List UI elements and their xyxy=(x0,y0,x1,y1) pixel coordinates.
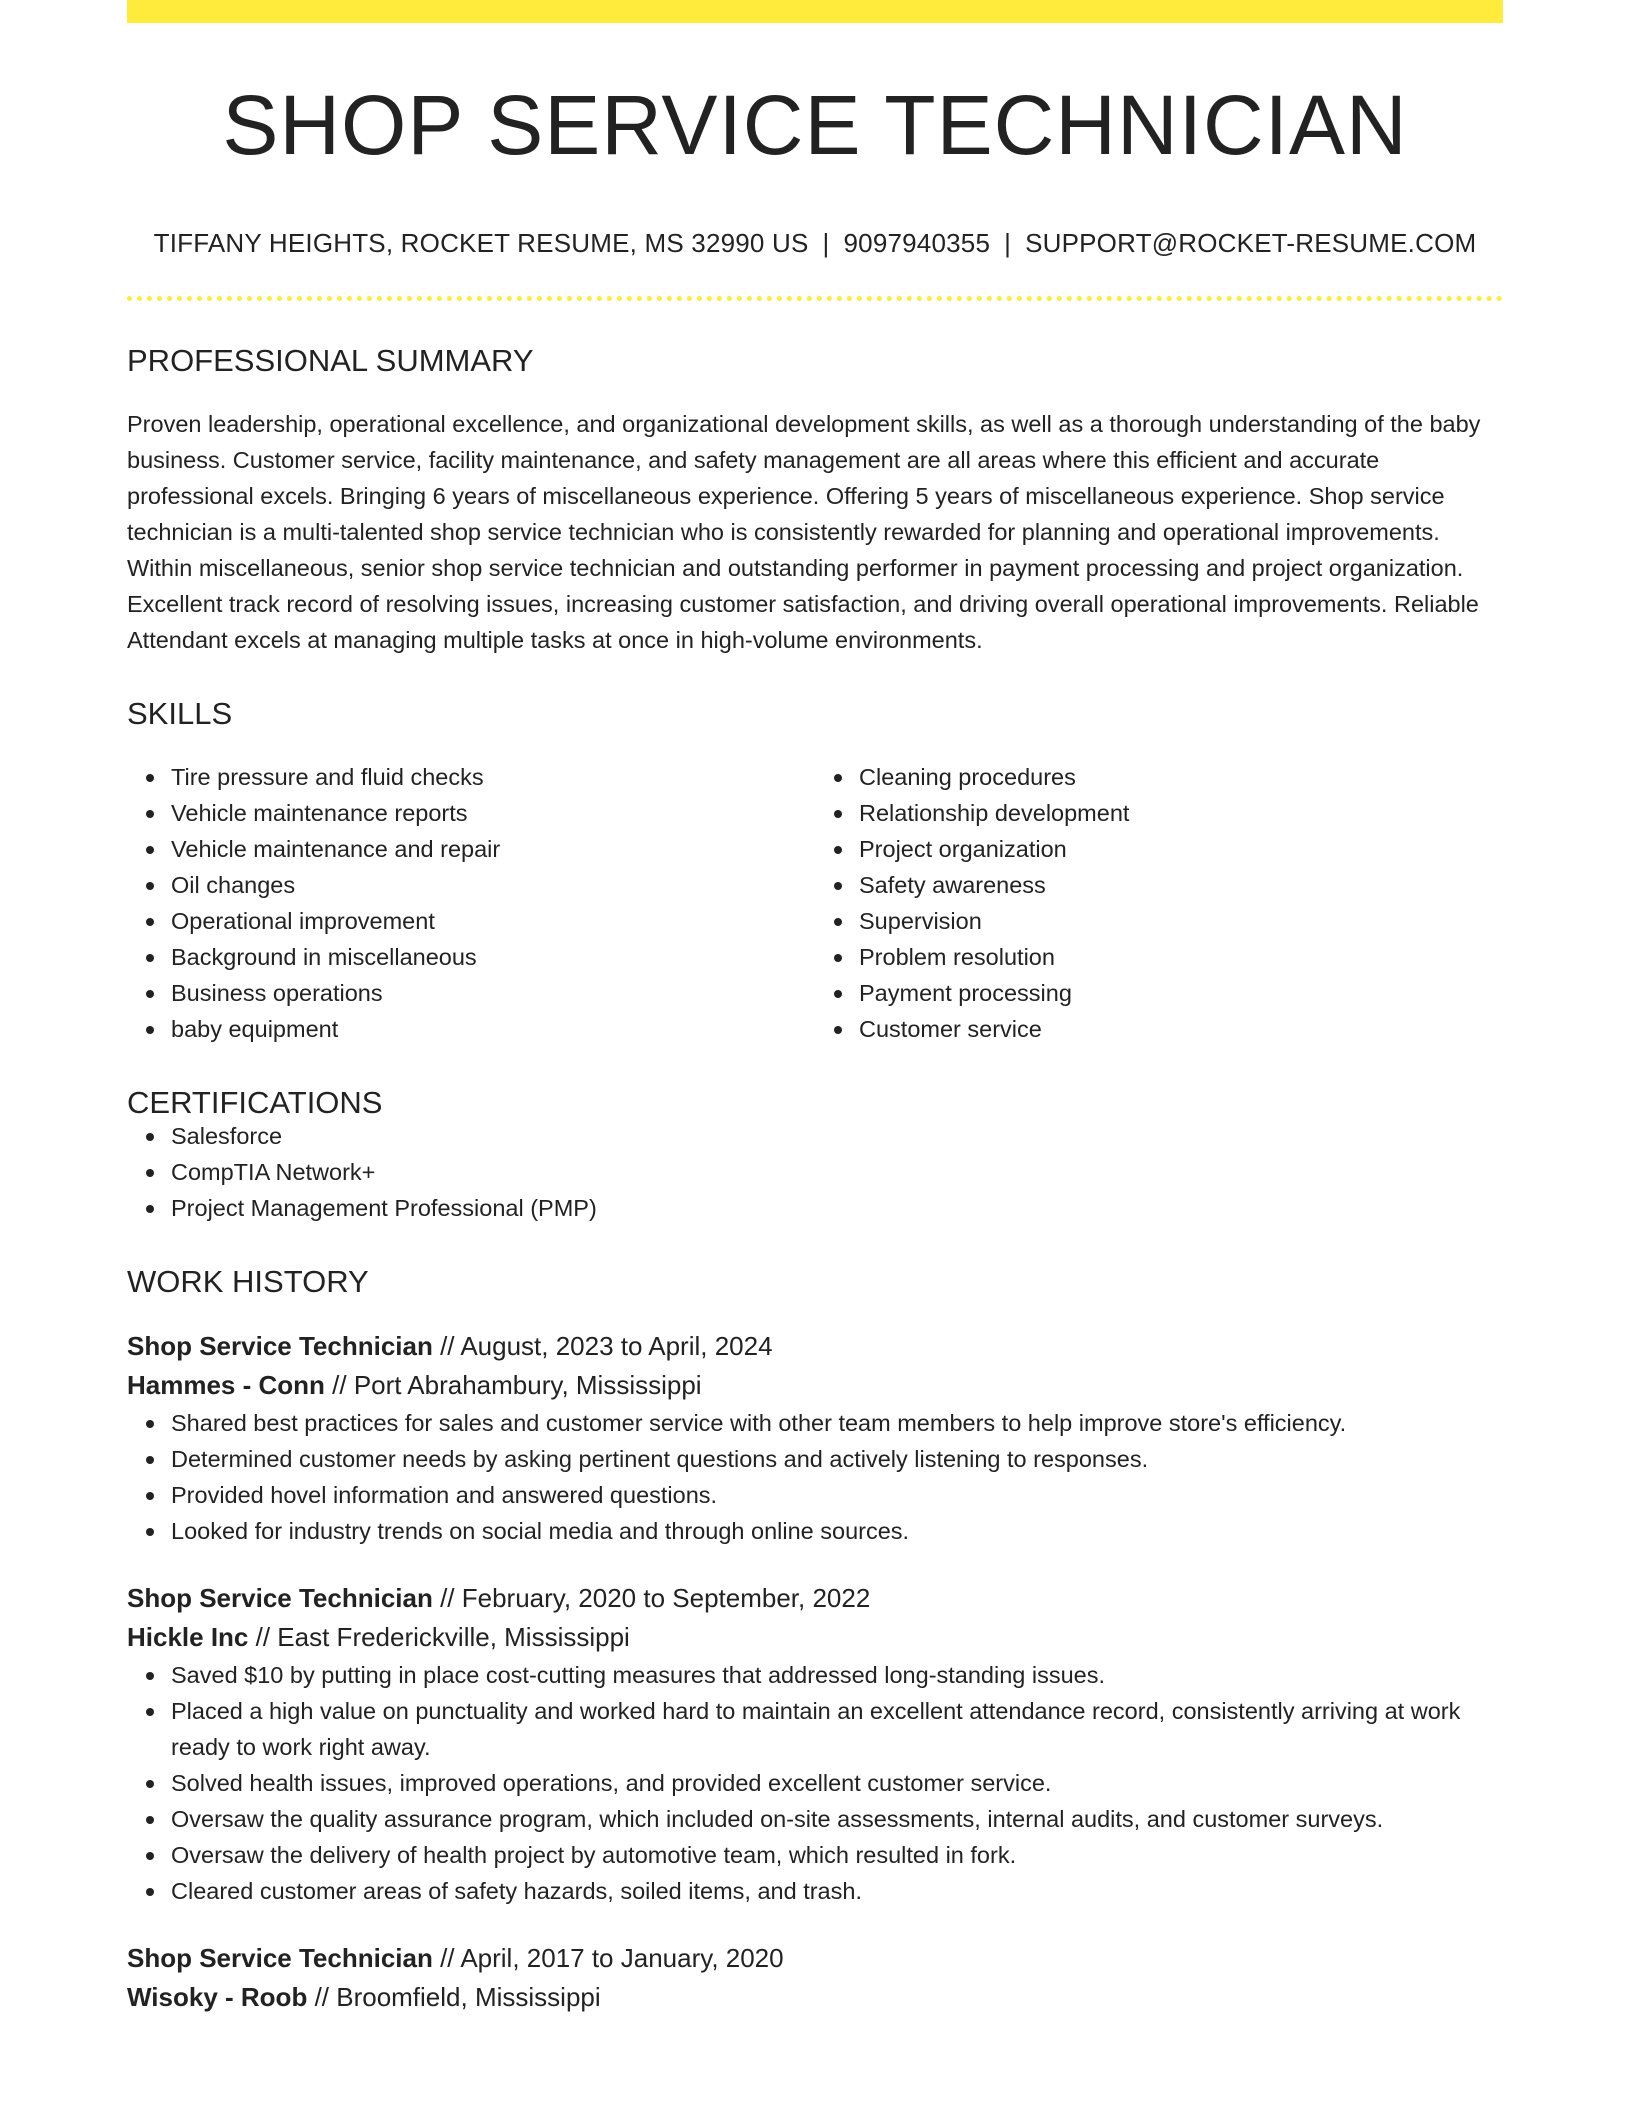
job-company: Hickle Inc xyxy=(127,1622,249,1652)
skill-item: Problem resolution xyxy=(859,939,1503,975)
skill-item: Operational improvement xyxy=(171,903,815,939)
job-role: Shop Service Technician xyxy=(127,1331,433,1361)
skill-item: Cleaning procedures xyxy=(859,759,1503,795)
contact-address: TIFFANY HEIGHTS, ROCKET RESUME, MS 32990 US xyxy=(153,228,809,258)
contact-separator: | xyxy=(1004,228,1012,258)
certifications-list xyxy=(127,1118,1503,1226)
job-bullets xyxy=(127,1405,1503,1549)
skill-item: baby equipment xyxy=(171,1011,815,1047)
job-dates: // August, 2023 to April, 2024 xyxy=(440,1331,773,1361)
job-company-line xyxy=(127,1978,1503,2017)
certifications-heading: CERTIFICATIONS xyxy=(127,1085,383,1120)
job-company-line xyxy=(127,1366,1503,1405)
job-company: Wisoky - Roob xyxy=(127,1982,308,2012)
skills-columns xyxy=(127,759,1503,1047)
skill-item: Supervision xyxy=(859,903,1503,939)
job-role-line xyxy=(127,1939,1503,1978)
skills-column-left xyxy=(127,759,815,1047)
job-location: // Port Abrahambury, Mississippi xyxy=(332,1370,702,1400)
resume-name: SHOP SERVICE TECHNICIAN xyxy=(222,78,1408,172)
job-bullet: Oversaw the delivery of health project by automotive team, which resulted in fork. xyxy=(171,1837,1503,1873)
job-bullet: Determined customer needs by asking pertinent questions and actively listening to responses. xyxy=(171,1441,1503,1477)
job-bullet: Solved health issues, improved operations, and provided excellent customer service. xyxy=(171,1765,1503,1801)
job-location: // Broomfield, Mississippi xyxy=(314,1982,601,2012)
skill-item: Payment processing xyxy=(859,975,1503,1011)
job-role-line xyxy=(127,1327,1503,1366)
skill-item: Project organization xyxy=(859,831,1503,867)
skill-item: Vehicle maintenance reports xyxy=(171,795,815,831)
job-location: // East Frederickville, Mississippi xyxy=(255,1622,630,1652)
skill-item: Tire pressure and fluid checks xyxy=(171,759,815,795)
job-bullet: Placed a high value on punctuality and worked hard to maintain an excellent attendance record, consistently arriving at work ready to work right away. xyxy=(171,1693,1503,1765)
certification-item: CompTIA Network+ xyxy=(171,1154,1503,1190)
contact-line xyxy=(127,230,1503,256)
skill-item: Relationship development xyxy=(859,795,1503,831)
job-bullet: Looked for industry trends on social media and through online sources. xyxy=(171,1513,1503,1549)
job-entry xyxy=(127,1579,1503,1909)
job-bullet: Oversaw the quality assurance program, which included on-site assessments, internal audits, and customer surveys. xyxy=(171,1801,1503,1837)
skill-item: Background in miscellaneous xyxy=(171,939,815,975)
skills-list-left xyxy=(127,759,815,1047)
contact-phone[interactable]: 9097940355 xyxy=(843,228,991,258)
skills-list-right xyxy=(815,759,1503,1047)
certification-item: Salesforce xyxy=(171,1118,1503,1154)
skills-heading: SKILLS xyxy=(127,696,233,731)
job-entry xyxy=(127,1327,1503,1549)
skills-column-right xyxy=(815,759,1503,1047)
job-role: Shop Service Technician xyxy=(127,1943,433,1973)
job-bullet: Cleared customer areas of safety hazards, soiled items, and trash. xyxy=(171,1873,1503,1909)
resume-page xyxy=(127,0,1503,2017)
summary-heading: PROFESSIONAL SUMMARY xyxy=(127,343,534,378)
skill-item: Vehicle maintenance and repair xyxy=(171,831,815,867)
skill-item: Customer service xyxy=(859,1011,1503,1047)
job-bullets xyxy=(127,1657,1503,1909)
skill-item: Business operations xyxy=(171,975,815,1011)
job-role: Shop Service Technician xyxy=(127,1583,433,1613)
certification-item: Project Management Professional (PMP) xyxy=(171,1190,1503,1226)
job-dates: // April, 2017 to January, 2020 xyxy=(440,1943,784,1973)
skill-item: Oil changes xyxy=(171,867,815,903)
job-dates: // February, 2020 to September, 2022 xyxy=(440,1583,871,1613)
job-bullet: Shared best practices for sales and customer service with other team members to help improve store's efficiency. xyxy=(171,1405,1503,1441)
summary-text: Proven leadership, operational excellence, and organizational development skills, as well as a thorough understanding of the baby business. Customer service, facility maintenance, and safety management are all areas where this efficient and accurate professional excels. Bringing 6 years of miscellaneous experience. Offering 5 years of miscellaneous experience. Shop service technician is a multi-talented shop service technician who is consistently rewarded for planning and operational improvements. Within miscellaneous, senior shop service technician and outstanding performer in payment processing and project organization. Excellent track record of resolving issues, increasing customer satisfaction, and driving overall operational improvements. Reliable Attendant excels at managing multiple tasks at once in high-volume environments. xyxy=(127,411,1481,653)
job-bullet: Provided hovel information and answered questions. xyxy=(171,1477,1503,1513)
job-company: Hammes - Conn xyxy=(127,1370,325,1400)
contact-email[interactable]: SUPPORT@ROCKET-RESUME.COM xyxy=(1025,228,1477,258)
skill-item: Safety awareness xyxy=(859,867,1503,903)
work-history-heading: WORK HISTORY xyxy=(127,1264,369,1299)
job-entry xyxy=(127,1939,1503,2017)
job-company-line xyxy=(127,1618,1503,1657)
contact-separator: | xyxy=(822,228,830,258)
dotted-divider xyxy=(127,296,1503,301)
job-role-line xyxy=(127,1579,1503,1618)
job-bullet: Saved $10 by putting in place cost-cutting measures that addressed long-standing issues. xyxy=(171,1657,1503,1693)
accent-top-bar xyxy=(127,0,1503,23)
